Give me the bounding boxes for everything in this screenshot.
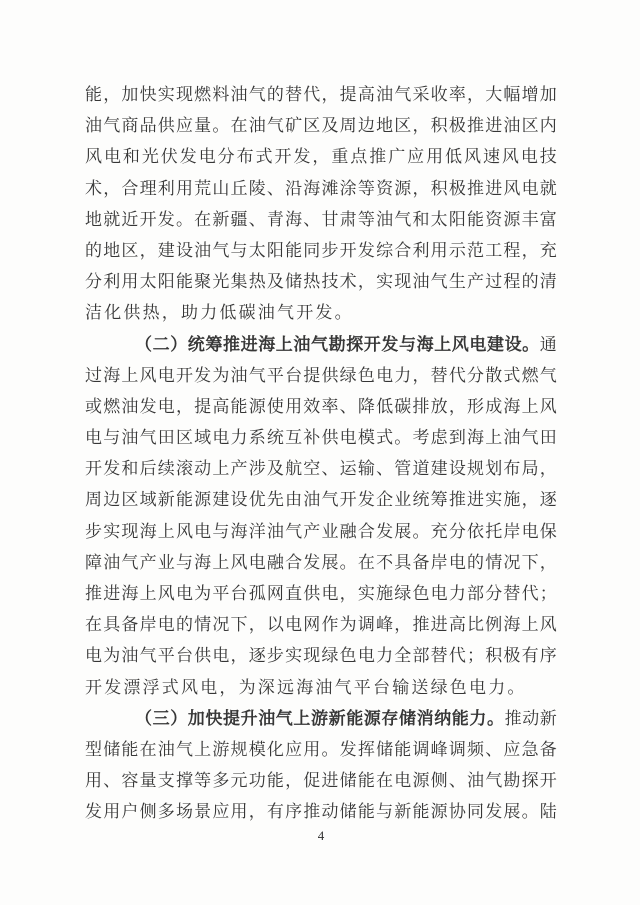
text-line: 型储能在油气上游规模化应用。发挥储能调峰调频、应急备 [85,739,557,759]
text-line: 电为油气平台供电，逐步实现绿色电力全部替代；积极有序 [85,646,557,666]
section-2-heading: （二）统筹推进海上油气勘探开发与海上风电建设。 [135,334,540,354]
text-line: 过海上风电开发为油气平台提供绿色电力，替代分散式燃气 [85,365,557,385]
section-3-heading-rest: 推动新 [504,708,557,728]
text-line: 在具备岸电的情况下，以电网作为调峰，推进高比例海上风 [85,615,557,635]
text-line: 用、容量支撑等多元功能，促进储能在电源侧、油气勘探开 [85,771,557,791]
text-line: 障油气产业与海上风电融合发展。在不具备岸电的情况下， [85,552,557,572]
text-line: 发用户侧多场景应用，有序推动储能与新能源协同发展。陆 [85,802,557,822]
section-2-heading-line [85,329,557,360]
text-line: 开发和后续滚动上产涉及航空、运输、管道建设规划布局， [85,459,557,479]
paragraph-end-line: 洁化供热，助力低碳油气开发。 [85,303,354,323]
section-3-heading: （三）加快提升油气上游新能源存储消纳能力。 [135,708,505,728]
text-line: 或燃油发电，提高能源使用效率、降低碳排放，形成海上风 [85,396,557,416]
text-line: 步实现海上风电与海洋油气产业融合发展。充分依托岸电保 [85,521,557,541]
text-line: 分利用太阳能聚光集热及储热技术，实现油气生产过程的清 [85,272,557,292]
text-line: 周边区域新能源建设优先由油气开发企业统筹推进实施，逐 [85,490,557,510]
paragraph-end-line: 开发漂浮式风电，为深远海油气平台输送绿色电力。 [85,677,527,697]
text-line: 地就近开发。在新疆、青海、甘肃等油气和太阳能资源丰富 [85,209,557,229]
page-number: 4 [317,828,325,843]
text-line: 推进海上风电为平台孤网直供电，实施绿色电力部分替代； [85,584,557,603]
section-2-heading-rest: 通 [539,334,557,354]
page-text [85,79,557,828]
text-line: 术，合理利用荒山丘陵、沿海滩涂等资源，积极推进风电就 [85,178,557,198]
text-line: 风电和光伏发电分布式开发，重点推广应用低风速风电技 [85,147,557,167]
text-line: 电与油气田区域电力系统互补供电模式。考虑到海上油气田 [85,428,557,448]
section-3-heading-line [85,703,557,734]
text-line: 的地区，建设油气与太阳能同步开发综合利用示范工程，充 [85,240,557,260]
text-line: 油气商品供应量。在油气矿区及周边地区，积极推进油区内 [85,116,557,136]
text-line: 能，加快实现燃料油气的替代，提高油气采收率，大幅增加 [85,85,557,104]
